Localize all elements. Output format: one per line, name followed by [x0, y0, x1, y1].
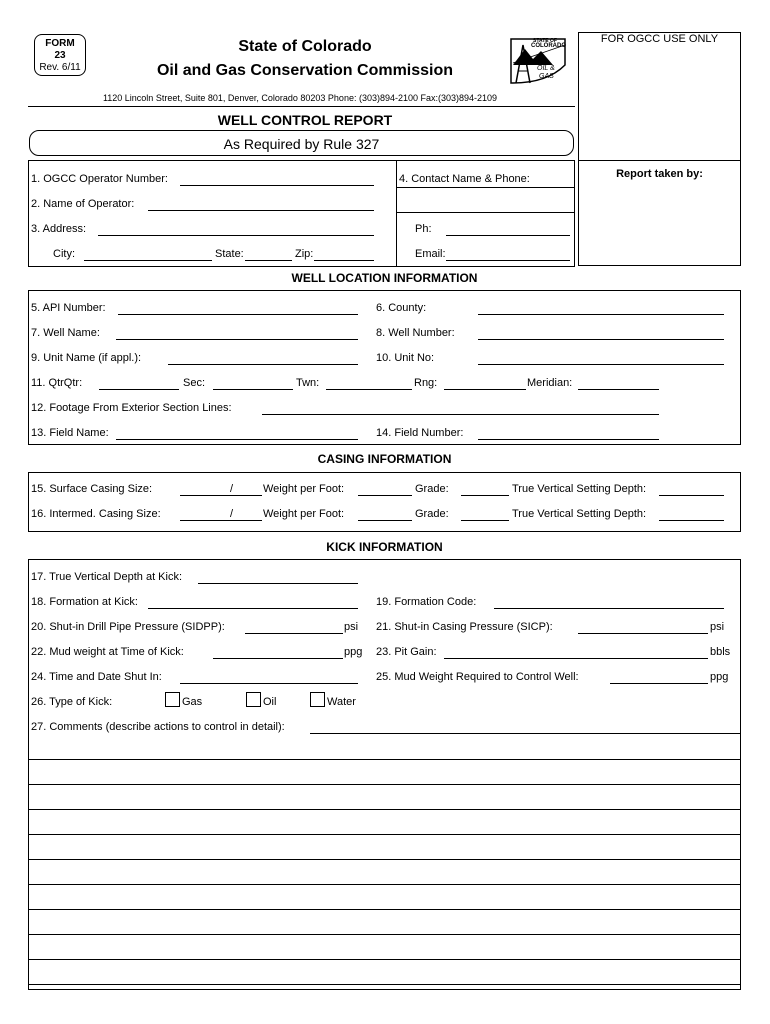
header-rule [28, 106, 575, 107]
api-number-field[interactable] [118, 314, 358, 315]
rng-label: Rng: [414, 377, 438, 389]
comments-line-9[interactable] [28, 934, 741, 935]
shut-in-time-label: 24. Time and Date Shut In: [31, 671, 162, 683]
unit-name-label: 9. Unit Name (if appl.): [31, 352, 142, 364]
qtrqtr-field[interactable] [99, 389, 179, 390]
intermed-weight-field[interactable] [358, 520, 412, 521]
casing-title: CASING INFORMATION [317, 452, 452, 466]
sicp-unit: psi [710, 621, 725, 633]
field-number-field[interactable] [478, 439, 659, 440]
mud-weight-kick-unit: ppg [344, 646, 363, 658]
pit-gain-label: 23. Pit Gain: [376, 646, 437, 658]
tvd-kick-field[interactable] [198, 583, 358, 584]
comments-line-7[interactable] [28, 884, 741, 885]
operator-name-label: 2. Name of Operator: [31, 198, 135, 210]
rule-text: As Required by Rule 327 [223, 136, 380, 152]
twn-field[interactable] [326, 389, 412, 390]
logo-text-gas: GAS [539, 73, 554, 80]
field-number-label: 14. Field Number: [376, 427, 464, 439]
unit-no-label: 10. Unit No: [376, 352, 435, 364]
form-revision: Rev. 6/11 [39, 62, 81, 73]
colorado-oil-gas-logo [507, 35, 569, 87]
email-field[interactable] [446, 260, 570, 261]
intermed-weight-label: Weight per Foot: [263, 508, 345, 520]
unit-no-field[interactable] [478, 364, 724, 365]
footage-label: 12. Footage From Exterior Section Lines: [31, 402, 232, 414]
kick-type-water-checkbox[interactable] [310, 692, 325, 707]
phone-field[interactable] [446, 235, 570, 236]
intermed-casing-slash: / [230, 508, 234, 520]
comments-line-11[interactable] [28, 984, 741, 985]
pit-gain-unit: bbls [710, 646, 731, 658]
form-number: 23 [54, 50, 66, 61]
mud-weight-required-field[interactable] [610, 683, 708, 684]
surface-casing-size-field[interactable] [180, 495, 262, 496]
county-label: 6. County: [376, 302, 427, 314]
county-field[interactable] [478, 314, 724, 315]
twn-label: Twn: [296, 377, 320, 389]
operator-name-field[interactable] [148, 210, 374, 211]
city-field[interactable] [84, 260, 212, 261]
sidpp-field[interactable] [245, 633, 343, 634]
kick-type-gas-checkbox[interactable] [165, 692, 180, 707]
kick-title: KICK INFORMATION [326, 540, 443, 554]
meridian-field[interactable] [578, 389, 659, 390]
sidpp-label: 20. Shut-in Drill Pipe Pressure (SIDPP): [31, 621, 225, 633]
comments-line-4[interactable] [28, 809, 741, 810]
operator-number-label: 1. OGCC Operator Number: [31, 173, 168, 185]
casing-section [28, 472, 741, 532]
zip-label: Zip: [295, 248, 314, 260]
intermed-grade-label: Grade: [415, 508, 449, 520]
state-label: State: [215, 248, 244, 260]
well-location-title: WELL LOCATION INFORMATION [291, 271, 478, 285]
agency-title: Oil and Gas Conservation Commission [156, 62, 454, 79]
kick-type-gas-label: Gas [182, 696, 203, 708]
well-name-label: 7. Well Name: [31, 327, 100, 339]
well-name-field[interactable] [116, 339, 358, 340]
field-name-field[interactable] [116, 439, 358, 440]
surface-weight-label: Weight per Foot: [263, 483, 345, 495]
contact-phone-rule [396, 212, 575, 213]
comments-line-5[interactable] [28, 834, 741, 835]
kick-type-oil-checkbox[interactable] [246, 692, 261, 707]
surface-tvd-field[interactable] [659, 495, 724, 496]
kick-type-water-label: Water [327, 696, 356, 708]
intermed-tvd-field[interactable] [659, 520, 724, 521]
logo-text-top: STATE OF [533, 38, 557, 44]
formation-code-field[interactable] [494, 608, 724, 609]
shut-in-time-field[interactable] [180, 683, 358, 684]
intermed-grade-field[interactable] [461, 520, 509, 521]
well-number-field[interactable] [478, 339, 724, 340]
intermed-casing-label: 16. Intermed. Casing Size: [31, 508, 161, 520]
mud-weight-required-unit: ppg [710, 671, 729, 683]
city-label: City: [53, 248, 75, 260]
sec-label: Sec: [183, 377, 206, 389]
tvd-kick-label: 17. True Vertical Depth at Kick: [31, 571, 183, 583]
field-name-label: 13. Field Name: [31, 427, 109, 439]
phone-label: Ph: [415, 223, 432, 235]
address-label: 3. Address: [31, 223, 87, 235]
formation-code-label: 19. Formation Code: [376, 596, 477, 608]
surface-tvd-label: True Vertical Setting Depth: [512, 483, 647, 495]
mud-weight-required-label: 25. Mud Weight Required to Control Well: [376, 671, 579, 683]
report-taken-by-label: Report taken by: [616, 168, 703, 180]
ogcc-use-box [578, 32, 741, 266]
sidpp-unit: psi [344, 621, 359, 633]
ogcc-use-label: FOR OGCC USE ONLY [600, 33, 719, 45]
unit-name-field[interactable] [168, 364, 358, 365]
form-label: FORM [45, 38, 75, 49]
operator-contact-divider [396, 160, 397, 267]
state-title: State of Colorado [238, 38, 372, 55]
comments-line-8[interactable] [28, 909, 741, 910]
surface-casing-label: 15. Surface Casing Size: [31, 483, 153, 495]
ogcc-box-divider [578, 160, 741, 161]
logo-text-oil: OIL & [537, 65, 555, 72]
mud-weight-kick-field[interactable] [213, 658, 343, 659]
contact-name-label: 4. Contact Name & Phone: [399, 173, 530, 185]
sicp-field[interactable] [578, 633, 708, 634]
address-field[interactable] [98, 235, 374, 236]
surface-grade-label: Grade: [415, 483, 449, 495]
surface-grade-field[interactable] [461, 495, 509, 496]
comments-line-6[interactable] [28, 859, 741, 860]
surface-weight-field[interactable] [358, 495, 412, 496]
well-number-label: 8. Well Number: [376, 327, 455, 339]
pit-gain-field[interactable] [444, 658, 708, 659]
qtrqtr-label: 11. QtrQtr: [31, 377, 83, 389]
mud-weight-kick-label: 22. Mud weight at Time of Kick: [31, 646, 184, 658]
api-number-label: 5. API Number: [31, 302, 106, 314]
footage-field[interactable] [262, 414, 659, 415]
email-label: Email: [415, 248, 446, 260]
sec-field[interactable] [213, 389, 293, 390]
comments-line-2[interactable] [28, 759, 741, 760]
contact-name-rule [396, 187, 575, 188]
kick-type-label: 26. Type of Kick: [31, 696, 113, 708]
kick-type-oil-label: Oil [263, 696, 277, 708]
comments-line-10[interactable] [28, 959, 741, 960]
rng-field[interactable] [444, 389, 526, 390]
comments-line-1[interactable] [310, 733, 741, 734]
meridian-label: Meridian: [527, 377, 573, 389]
logo-text-state: COLORADO [531, 43, 566, 49]
intermed-casing-size-field[interactable] [180, 520, 262, 521]
report-title: WELL CONTROL REPORT [217, 112, 393, 128]
formation-kick-field[interactable] [148, 608, 358, 609]
zip-field[interactable] [314, 260, 374, 261]
intermed-tvd-label: True Vertical Setting Depth: [512, 508, 647, 520]
operator-number-field[interactable] [180, 185, 374, 186]
agency-address: 1120 Lincoln Street, Suite 801, Denver, Colorado 80203 Phone: (303)894-2100 Fax:(303)894-2109 [102, 93, 498, 103]
comments-label: 27. Comments (describe actions to control in detail): [31, 721, 285, 733]
formation-kick-label: 18. Formation at Kick: [31, 596, 138, 608]
comments-line-3[interactable] [28, 784, 741, 785]
surface-casing-slash: / [230, 483, 234, 495]
state-field[interactable] [245, 260, 292, 261]
sicp-label: 21. Shut-in Casing Pressure (SICP): [376, 621, 553, 633]
